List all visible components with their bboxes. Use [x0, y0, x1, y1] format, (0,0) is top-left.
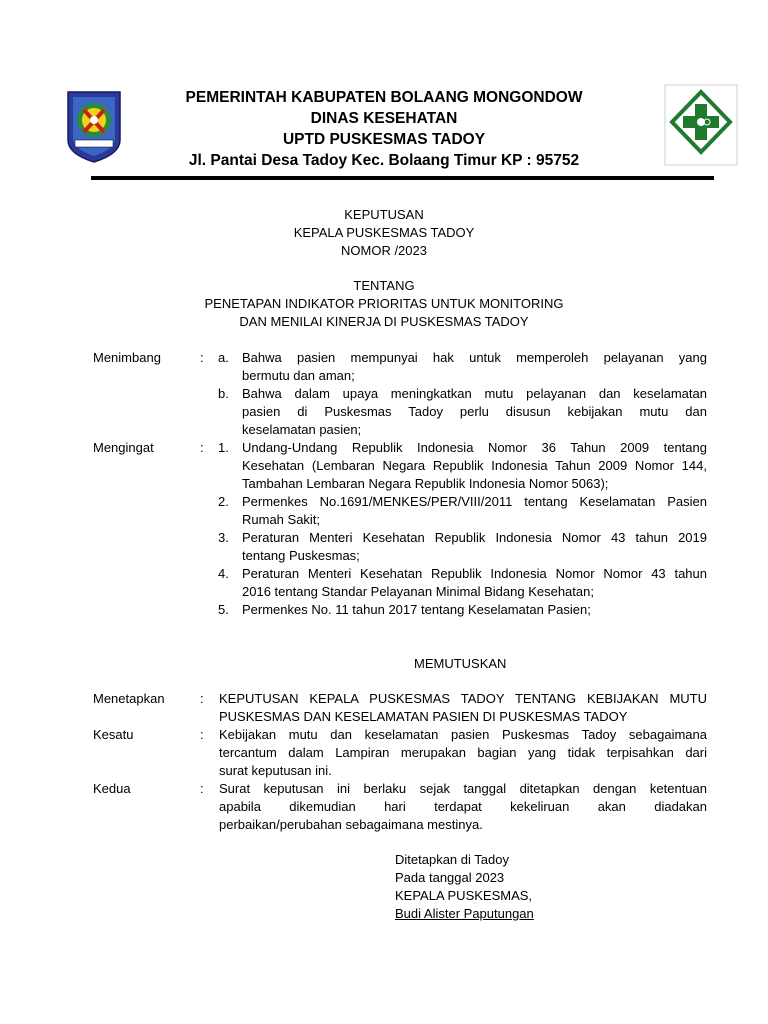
- menimbang-label: Menimbang: [93, 350, 161, 365]
- signature-date: Pada tanggal 2023: [395, 870, 505, 885]
- title-kepala: KEPALA PUSKESMAS TADOY: [293, 225, 475, 240]
- mengingat-label: Mengingat: [93, 440, 154, 455]
- kedua-line-1: Surat keputusan ini berlaku sejak tanggal ditetapkan dengan ketentuan: [219, 781, 707, 796]
- signature-name: Budi Alister Paputungan: [395, 906, 534, 921]
- menimbang-colon: :: [200, 350, 204, 365]
- kesatu-line-3: surat keputusan ini.: [219, 763, 332, 778]
- mengingat-item-5-line-1: Permenkes No. 11 tahun 2017 tentang Keselamatan Pasien;: [242, 602, 591, 617]
- kedua-line-3: perbaikan/perubahan sebagaimana mestinya.: [219, 817, 483, 832]
- mengingat-item-4-line-2: 2016 tentang Standar Pelayanan Minimal Bidang Kesehatan;: [242, 584, 594, 599]
- title-subject-2: DAN MENILAI KINERJA DI PUSKESMAS TADOY: [239, 314, 529, 329]
- mengingat-item-4-marker: 4.: [218, 566, 229, 581]
- mengingat-colon: :: [200, 440, 204, 455]
- menimbang-item-b-line-3: keselamatan pasien;: [242, 422, 362, 437]
- mengingat-item-2-line-1: Permenkes No.1691/MENKES/PER/VIII/2011 tentang Keselamatan Pasien: [242, 494, 707, 509]
- menetapkan-line-1: KEPUTUSAN KEPALA PUSKESMAS TADOY TENTANG KEBIJAKAN MUTU: [219, 691, 707, 706]
- mengingat-item-5-marker: 5.: [218, 602, 229, 617]
- signature-role: KEPALA PUSKESMAS,: [395, 888, 533, 903]
- menimbang-item-b-line-2: pasien di Puskesmas Tadoy perlu disusun kebijakan mutu dan: [242, 404, 707, 419]
- menimbang-item-a-line-2: bermutu dan aman;: [242, 368, 355, 383]
- mengingat-item-4-line-1: Peraturan Menteri Kesehatan Republik Indonesia Nomor Nomor 43 tahun: [242, 566, 707, 581]
- menetapkan-colon: :: [200, 691, 204, 706]
- title-nomor: NOMOR /2023: [341, 243, 427, 258]
- title-keputusan: KEPUTUSAN: [344, 207, 424, 222]
- kesatu-colon: :: [200, 727, 204, 742]
- menimbang-item-b-marker: b.: [218, 386, 229, 401]
- mengingat-item-1-line-1: Undang-Undang Republik Indonesia Nomor 36 Tahun 2009 tentang: [242, 440, 707, 455]
- kesatu-label: Kesatu: [93, 727, 134, 742]
- header-line-1: PEMERINTAH KABUPATEN BOLAANG MONGONDOW: [185, 89, 583, 106]
- memutuskan-heading: MEMUTUSKAN: [414, 656, 507, 671]
- header-address: Jl. Pantai Desa Tadoy Kec. Bolaang Timur KP : 95752: [188, 152, 580, 169]
- mengingat-item-1-line-2: Kesehatan (Lembaran Negara Republik Indonesia Tahun 2009 Nomor 144,: [242, 458, 707, 473]
- mengingat-item-1-marker: 1.: [218, 440, 229, 455]
- title-subject-1: PENETAPAN INDIKATOR PRIORITAS UNTUK MONITORING: [204, 296, 564, 311]
- puskesmas-green-cross-icon: [664, 84, 738, 166]
- menetapkan-label: Menetapkan: [93, 691, 165, 706]
- kesatu-line-1: Kebijakan mutu dan keselamatan pasien Puskesmas Tadoy sebagaimana: [219, 727, 707, 742]
- kedua-line-2: apabila dikemudian hari terdapat kekeliruan akan diadakan: [219, 799, 707, 814]
- kedua-colon: :: [200, 781, 204, 796]
- signature-place: Ditetapkan di Tadoy: [395, 852, 509, 867]
- kesatu-line-2: tercantum dalam Lampiran merupakan bagian yang tidak terpisahkan dari: [219, 745, 707, 760]
- menimbang-item-a-marker: a.: [218, 350, 229, 365]
- mengingat-item-3-line-1: Peraturan Menteri Kesehatan Republik Indonesia Nomor 43 tahun 2019: [242, 530, 707, 545]
- menimbang-item-a-line-1: Bahwa pasien mempunyai hak untuk memperoleh pelayanan yang: [242, 350, 707, 365]
- mengingat-item-2-line-2: Rumah Sakit;: [242, 512, 321, 527]
- menetapkan-line-2: PUSKESMAS DAN KESELAMATAN PASIEN DI PUSKESMAS TADOY: [219, 709, 628, 724]
- mengingat-item-1-line-3: Tambahan Lembaran Negara Republik Indonesia Nomor 5063);: [242, 476, 609, 491]
- header-divider: [91, 176, 714, 180]
- mengingat-item-2-marker: 2.: [218, 494, 229, 509]
- mengingat-item-3-marker: 3.: [218, 530, 229, 545]
- header-line-3: UPTD PUSKESMAS TADOY: [282, 131, 486, 148]
- header-line-2: DINAS KESEHATAN: [310, 110, 458, 127]
- title-tentang: TENTANG: [353, 278, 415, 293]
- kedua-label: Kedua: [93, 781, 131, 796]
- menimbang-item-b-line-1: Bahwa dalam upaya meningkatkan mutu pelayanan dan keselamatan: [242, 386, 707, 401]
- mengingat-item-3-line-2: tentang Puskesmas;: [242, 548, 360, 563]
